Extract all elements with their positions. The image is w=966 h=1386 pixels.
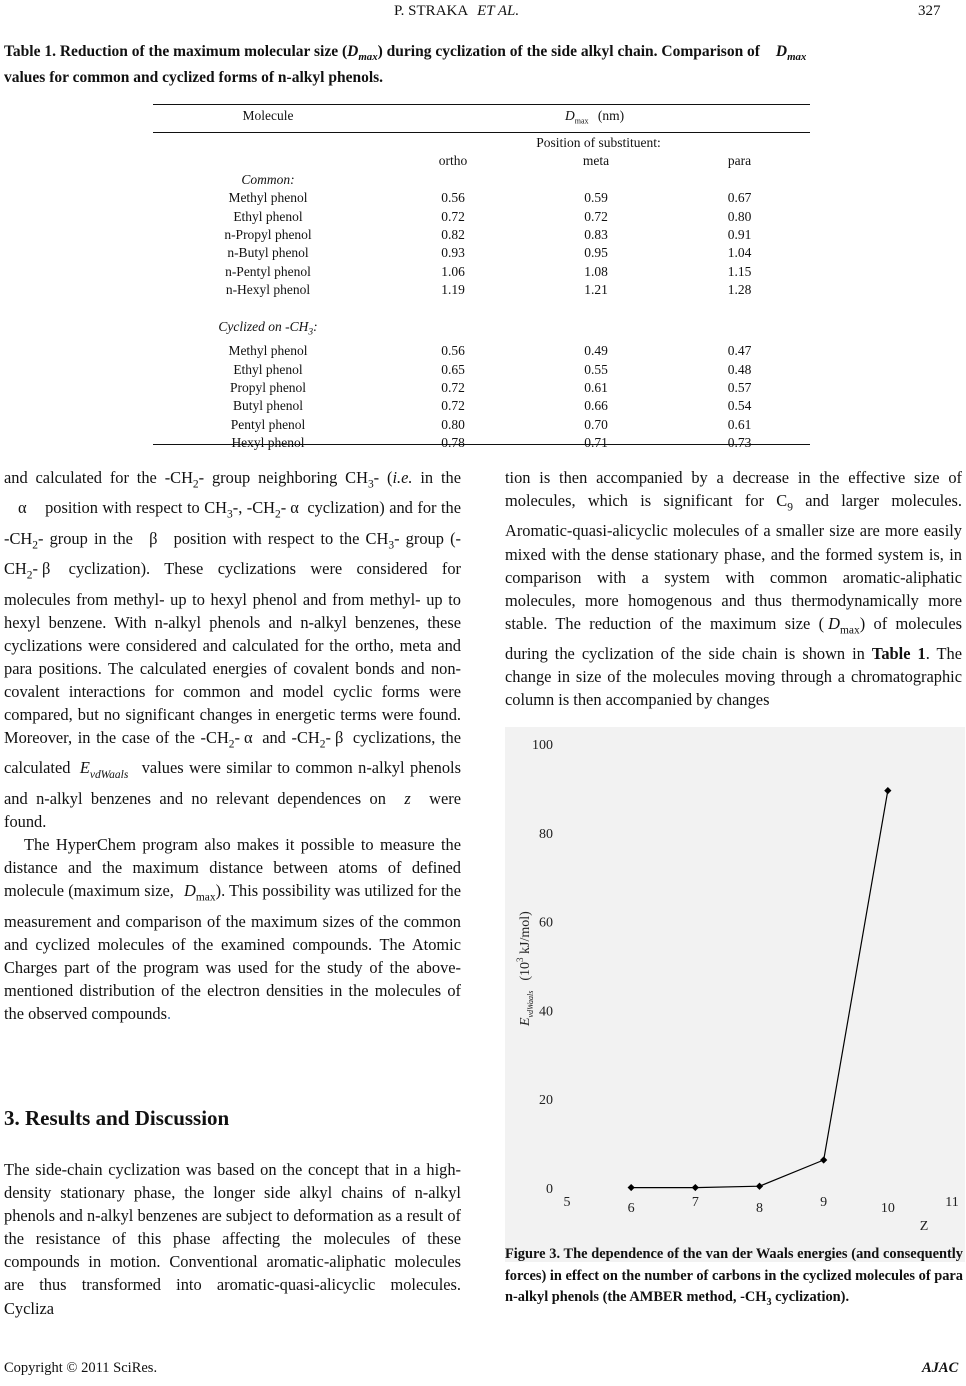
alpha-symbol: α (18, 498, 27, 518)
section-title: 3. Results and Discussion (4, 1106, 230, 1130)
table-row (153, 244, 810, 262)
group-cyclized-end: : (313, 319, 318, 335)
figure-caption-sub: 3 (766, 1296, 772, 1308)
cell-para: 0.80 (727, 208, 752, 224)
cell-para: 1.28 (727, 282, 752, 298)
beta-symbol: β (334, 728, 344, 748)
cell-ortho: 1.19 (441, 282, 465, 298)
z-symbol: z (404, 788, 411, 808)
table-row (153, 379, 810, 397)
right-column (505, 466, 962, 712)
header-author: P. STRAKA (394, 3, 468, 19)
table-row (153, 397, 810, 415)
cell-name: Propyl phenol (229, 379, 307, 395)
cell-meta: 0.71 (584, 435, 608, 451)
table-row (153, 189, 810, 207)
footer-copyright: Copyright © 2011 SciRes. (4, 1360, 158, 1376)
dmax-inline: D (184, 881, 196, 901)
cell-meta: 0.70 (584, 416, 608, 432)
paragraph-results (4, 1158, 461, 1320)
position-header: Position of substituent: (536, 135, 661, 150)
y-axis-label: $E_{vdWaals}(10^3$ kJ/mol) (515, 911, 535, 1026)
t: 3 (367, 478, 374, 491)
cell-meta: 0.59 (584, 190, 608, 206)
cell-meta: 1.08 (584, 263, 608, 279)
cell-ortho: 0.65 (441, 361, 465, 377)
t: tion is then accompanied by a decrease in the effective size of molecules, which is significant for C (505, 468, 962, 511)
dmax-sub: max (358, 51, 378, 64)
cell-name: n-Pentyl phenol (225, 263, 311, 279)
y-tick-label: 40 (539, 1004, 553, 1020)
dmax-sub-2: max (787, 51, 807, 64)
running-head (394, 3, 519, 20)
table-reference: Table 1 (871, 644, 926, 664)
table-caption-text-1: Table 1. Reduction of the maximum molecular size ( (4, 43, 348, 60)
cell-ortho: 0.56 (441, 343, 465, 359)
x-tick-label: 11 (945, 1195, 959, 1210)
x-tick-label: 10 (880, 1201, 895, 1216)
figure-caption-text: Figure 3. The dependence of the van der Waals energies (and consequently forces) in effect on the number of carbons in the cyclized molecules of para n-alkyl phenols (the AMBER method, -CH (505, 1246, 963, 1305)
t: 2 (319, 738, 326, 751)
t: The HyperChem program also makes it possible to measure the distance and the maximum distance between atoms of defined molecule (maximum size, (4, 835, 461, 901)
cell-ortho: 0.80 (441, 416, 465, 432)
dmax-symbol: D (347, 43, 359, 60)
footer-journal: AJAC (922, 1360, 959, 1376)
page-number: 327 (918, 3, 941, 19)
t: - ( (373, 468, 393, 487)
t: in the (412, 468, 462, 487)
cell-meta: 0.83 (584, 227, 608, 243)
head-dmax-sym: D (565, 108, 575, 123)
y-tick-label: 20 (539, 1093, 553, 1109)
cell-name: Butyl phenol (232, 398, 304, 414)
cell-name: n-Hexyl phenol (225, 282, 311, 298)
t: values were similar to common n-alkyl phenols and n-alkyl benzenes and no relevant dependences on (4, 758, 461, 808)
x-tick-label: 6 (627, 1201, 635, 1216)
paragraph-methods-1 (4, 466, 461, 833)
cell-meta: 0.61 (584, 379, 608, 395)
cell-name: n-Butyl phenol (227, 245, 309, 261)
t: - group in the (37, 528, 140, 548)
cell-para: 0.54 (727, 398, 752, 414)
t: cyclizations, the calculated (4, 728, 461, 778)
t: . The change in size of the molecules moving through a chromatographic column is then accompanied by changes (505, 644, 962, 710)
cell-meta: 1.21 (584, 282, 608, 298)
t: 2 (228, 738, 235, 751)
dmax-inline-sub: max (839, 624, 860, 637)
cell-ortho: 0.72 (441, 398, 465, 414)
cell-name: Ethyl phenol (233, 208, 303, 224)
t: 9 (787, 501, 793, 514)
cell-ortho: 0.93 (441, 245, 465, 261)
t: 2 (32, 539, 38, 552)
head-unit: (nm) (597, 108, 625, 123)
y-tick-label: 100 (532, 738, 553, 753)
figure-caption-end: cyclization). (771, 1289, 850, 1305)
cell-name: Hexyl phenol (231, 435, 305, 451)
paragraph-methods-2 (4, 833, 461, 1025)
cell-name: Methyl phenol (228, 190, 308, 206)
table-row (153, 416, 810, 434)
beta-symbol: β (41, 559, 51, 579)
t: - (234, 728, 240, 748)
cell-ortho: 0.82 (441, 227, 465, 243)
left-column (4, 466, 461, 1025)
beta-symbol: β (149, 528, 158, 548)
t: - (280, 498, 287, 518)
table-head-molecule: Molecule (242, 108, 294, 123)
cell-meta: 0.72 (584, 208, 608, 224)
cell-para: 0.57 (727, 379, 752, 395)
paragraph-results-cont (505, 466, 962, 712)
group-common: Common: (241, 171, 295, 187)
x-tick-label: 7 (691, 1195, 699, 1210)
y-tick-label: 60 (539, 915, 553, 931)
cell-meta: 0.66 (584, 398, 608, 414)
cell-meta: 0.49 (584, 343, 608, 359)
table-row (153, 281, 810, 299)
col-ortho: ortho (438, 153, 468, 169)
table-row (153, 434, 810, 452)
t: i.e. (392, 468, 413, 487)
t: 2 (275, 508, 281, 521)
t: 3 (388, 539, 395, 552)
y-tick-label: 0 (546, 1182, 553, 1197)
cell-ortho: 1.06 (441, 263, 465, 279)
group-cyclized-sub: 3 (308, 327, 314, 338)
col-meta: meta (582, 153, 610, 169)
t: -, -CH (232, 498, 276, 518)
cell-para: 1.15 (727, 263, 752, 279)
cell-para: 0.73 (727, 435, 752, 451)
t: - (32, 559, 38, 579)
t: . (166, 1003, 172, 1023)
cell-para: 0.61 (727, 416, 752, 432)
cell-ortho: 0.72 (441, 208, 465, 224)
cell-meta: 0.55 (584, 361, 608, 377)
table-row (153, 263, 810, 281)
t: position with respect to CH (40, 498, 227, 518)
figure-3-chart (505, 727, 965, 1262)
t: 3 (227, 508, 233, 521)
header-et-al: ET AL. (477, 3, 520, 19)
dmax-symbol-2: D (775, 43, 788, 60)
table-row (153, 361, 810, 379)
t: 2 (26, 569, 33, 582)
table-row (153, 226, 810, 244)
t: ). This possibility was utilized for the measurement and comparison of the maximum sizes of the common and cyclized molecules of the examined compounds. The Atomic Charges part of the program was used for the study of the above-mentioned distribution of the electron densities in the molecules of the observed compounds (4, 881, 462, 1023)
alpha-symbol: α (243, 728, 253, 748)
cell-para: 1.04 (727, 245, 752, 261)
t: - group (-CH (4, 528, 461, 579)
evdw-symbol: E (79, 758, 90, 778)
table-row (153, 342, 810, 360)
t: cyclization) and for the -CH (4, 498, 461, 548)
table-caption-line2: values for common and cyclized forms of n-alkyl phenols. (4, 69, 384, 86)
table-caption-text-2: ) during cyclization of the side alkyl chain. Comparison of (377, 43, 760, 60)
t: position with respect to the CH (167, 528, 389, 548)
t: - (325, 728, 331, 748)
table-caption (4, 41, 960, 68)
x-tick-label: 9 (820, 1195, 828, 1210)
x-tick-label: 5 (563, 1195, 571, 1210)
cell-name: Pentyl phenol (230, 416, 306, 432)
x-tick-label: 8 (756, 1201, 763, 1216)
t: and larger molecules. Aromatic-quasi-alicyclic molecules of a smaller size are more easily mixed with the dense stationary phase, and the formed system is, in comparison with a system with common aromatic-aliphatic molecules, more homogenous and thus thermodynamically more stable. The reduction of the maximum size ( (505, 491, 962, 633)
table-head-rule (153, 132, 810, 133)
x-axis-label: Z (919, 1219, 929, 1234)
alpha-symbol: α (290, 498, 299, 518)
table-top-rule (153, 104, 810, 105)
figure-caption (505, 1244, 963, 1313)
t: and calculated for the -CH (4, 468, 193, 487)
cell-name: Ethyl phenol (233, 361, 303, 377)
col-para: para (727, 153, 752, 169)
cell-para: 0.47 (727, 343, 752, 359)
t: 2 (192, 478, 199, 491)
chart-background (505, 727, 965, 1262)
data-table (153, 134, 810, 453)
table-row (153, 208, 810, 226)
t: ) of molecules during the cyclization of the side chain is shown in (505, 613, 962, 664)
group-cyclized-text: Cyclized on -CH (218, 319, 309, 335)
group-cyclized (153, 318, 383, 342)
t: - group neighboring CH (198, 468, 368, 487)
t: and -CH (256, 728, 320, 748)
t: cyclization). These cyclizations were considered for molecules from methyl- up to hexyl phenol and from methyl- up to hexyl benzene. With n-alkyl phenols and n-alkyl benzenes, these cyclizations were considered and calculated for the ortho, meta and para positions. The calculated energies of covalent bonds and non-covalent interactions for common and model cyclic forms were compared, but no significant changes in energetic terms were found. Moreover, in the case of the -CH (4, 559, 461, 748)
cell-ortho: 0.72 (441, 379, 465, 395)
cell-name: Methyl phenol (228, 343, 308, 359)
cell-para: 0.67 (727, 190, 752, 206)
table-head-dmax (565, 108, 624, 126)
head-dmax-sub: max (574, 116, 589, 126)
cell-name: n-Propyl phenol (224, 227, 312, 243)
t: were found. (4, 788, 461, 831)
evdw-sub: vdWaals (89, 768, 129, 781)
dmax-inline: D (828, 613, 840, 633)
cell-para: 0.91 (727, 227, 752, 243)
paragraph-results-text: The side-chain cyclization was based on the concept that in a high-density stationary phase, the longer side alkyl chains of n-alkyl phenols and n-alkyl benzenes are subject to deformation as a result of the resistance of this phase affecting the molecules of these compounds in motion. Conventional aromatic-aliphatic molecules are thus transformed into aromatic-quasi-alicyclic molecules. Cycliza (4, 1160, 461, 1318)
cell-para: 0.48 (727, 361, 752, 377)
cell-meta: 0.95 (584, 245, 608, 261)
cell-ortho: 0.56 (441, 190, 465, 206)
dmax-inline-sub: max (195, 891, 216, 904)
y-tick-label: 80 (539, 826, 553, 842)
cell-ortho: 0.78 (441, 435, 465, 451)
